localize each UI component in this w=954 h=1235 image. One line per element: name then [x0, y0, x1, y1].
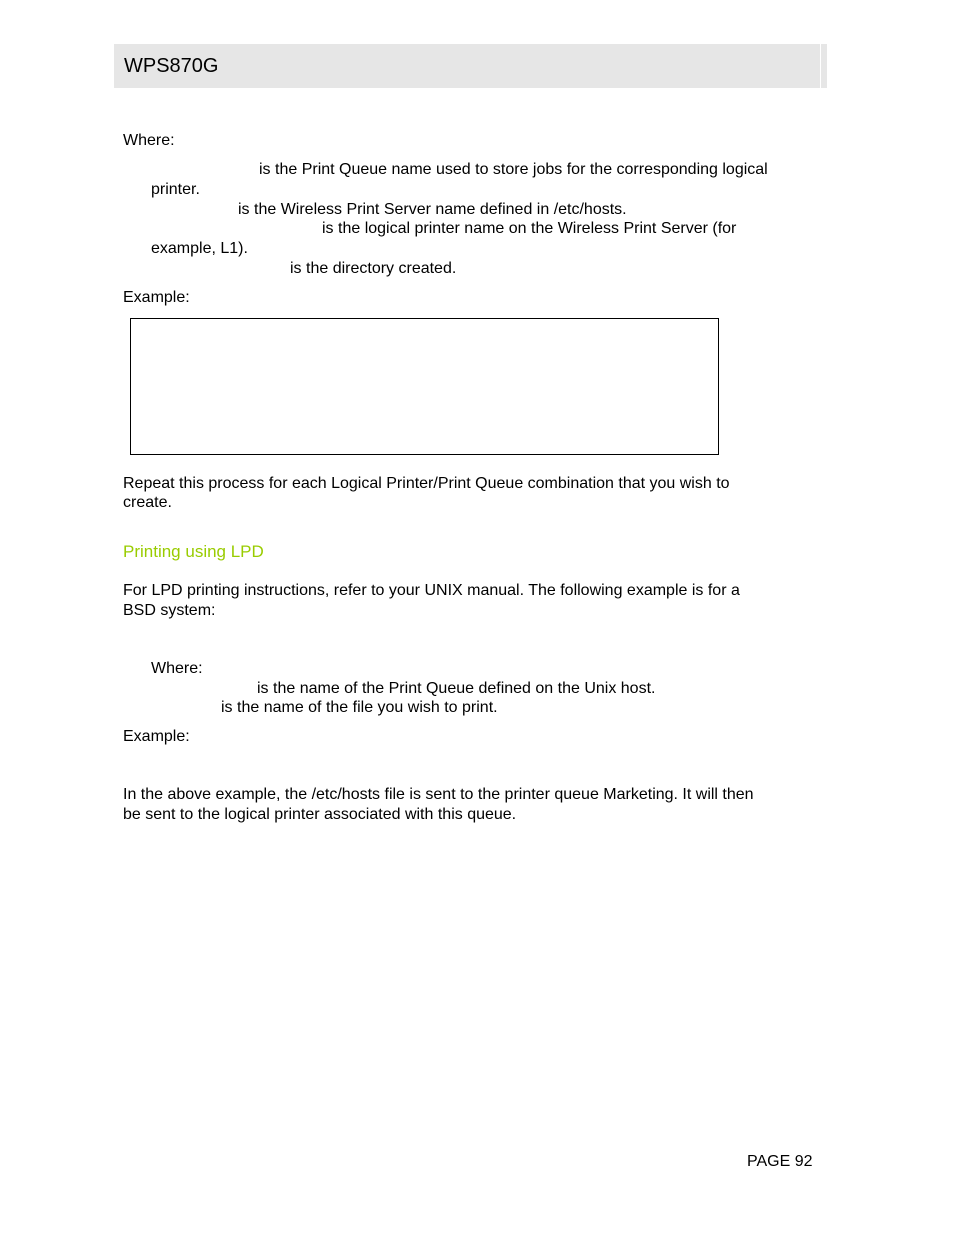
queue-definition: is the name of the Print Queue defined on the Unix host.: [257, 680, 656, 697]
header-bar: [114, 44, 827, 88]
header-divider: [820, 44, 821, 88]
repeat-text-line1: Repeat this process for each Logical Printer/Print Queue combination that you wish to: [123, 475, 730, 492]
example-box: [130, 318, 719, 455]
where-label: Where:: [123, 132, 175, 149]
queue-description-line1: is the Print Queue name used to store jobs for the corresponding logical: [259, 161, 768, 178]
where-label-2: Where:: [151, 660, 203, 677]
printer-description-line1: is the logical printer name on the Wireless Print Server (for: [322, 220, 737, 237]
page-number: PAGE 92: [747, 1153, 813, 1170]
queue-description-line2: printer.: [151, 181, 200, 198]
directory-description: is the directory created.: [290, 260, 457, 277]
conclusion-line1: In the above example, the /etc/hosts file is sent to the printer queue Marketing. It will then: [123, 786, 754, 803]
file-definition: is the name of the file you wish to print.: [221, 699, 498, 716]
section-heading: Printing using LPD: [123, 542, 264, 561]
printer-description-line2: example, L1).: [151, 240, 248, 257]
conclusion-line2: be sent to the logical printer associated with this queue.: [123, 806, 517, 823]
server-description: is the Wireless Print Server name defined in /etc/hosts.: [238, 201, 627, 218]
example-label: Example:: [123, 289, 190, 306]
document-title: WPS870G: [124, 55, 219, 77]
repeat-text-line2: create.: [123, 494, 172, 511]
lpd-intro-line1: For LPD printing instructions, refer to your UNIX manual. The following example is for a: [123, 582, 740, 599]
example-label-2: Example:: [123, 728, 190, 745]
lpd-intro-line2: BSD system:: [123, 602, 216, 619]
